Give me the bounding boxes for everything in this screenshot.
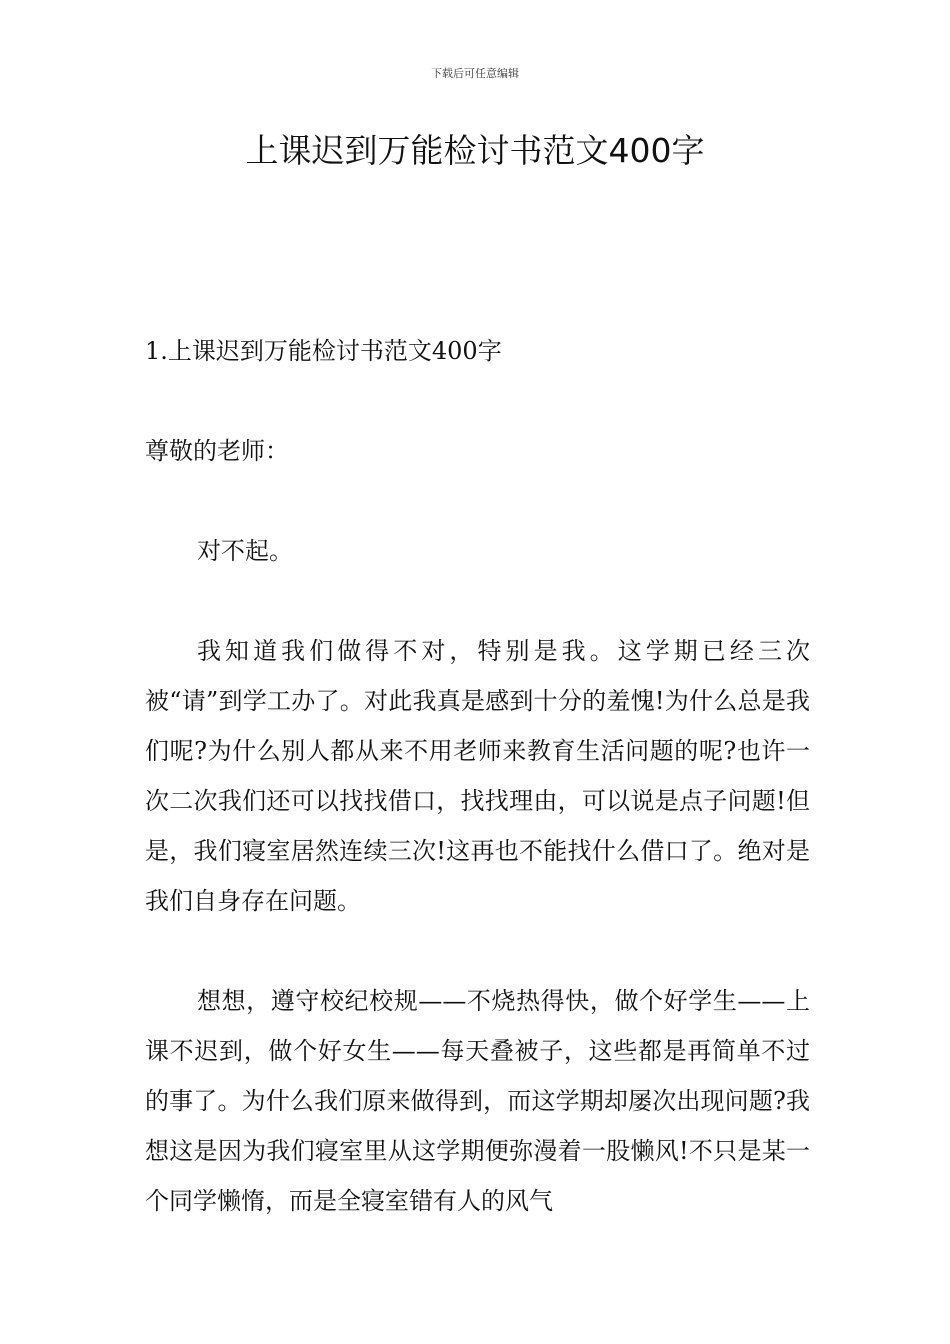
document-title: 上课迟到万能检讨书范文400字 xyxy=(245,131,705,170)
paragraph-discipline: 想想，遵守校纪校规——不烧热得快，做个好学生——上课不迟到，做个好女生——每天叠被子，这些都是再简单不过的事了。为什么我们原来做得到，而这学期却屡次出现问题?我想这是因为我们寝室里从这学期便弥漫着一股懒风!不只是某一个同学懒惰，而是全寝室错有人的风气 xyxy=(145,987,810,1215)
salutation: 尊敬的老师： xyxy=(145,437,289,465)
header-note: 下载后可任意编辑 xyxy=(431,67,519,80)
section-heading: 1.上课迟到万能检讨书范文400字 xyxy=(145,337,502,365)
paragraph-reflection: 我知道我们做得不对，特别是我。这学期已经三次被“请”到学工办了。对此我真是感到十分的羞愧!为什么总是我们呢?为什么别人都从来不用老师来教育生活问题的呢?也许一次二次我们还可以找找借口，找找理由，可以说是点子问题!但是，我们寝室居然连续三次!这再也不能找什么借口了。绝对是我们自身存在问题。 xyxy=(145,637,810,915)
paragraph-apology: 对不起。 xyxy=(197,537,293,565)
